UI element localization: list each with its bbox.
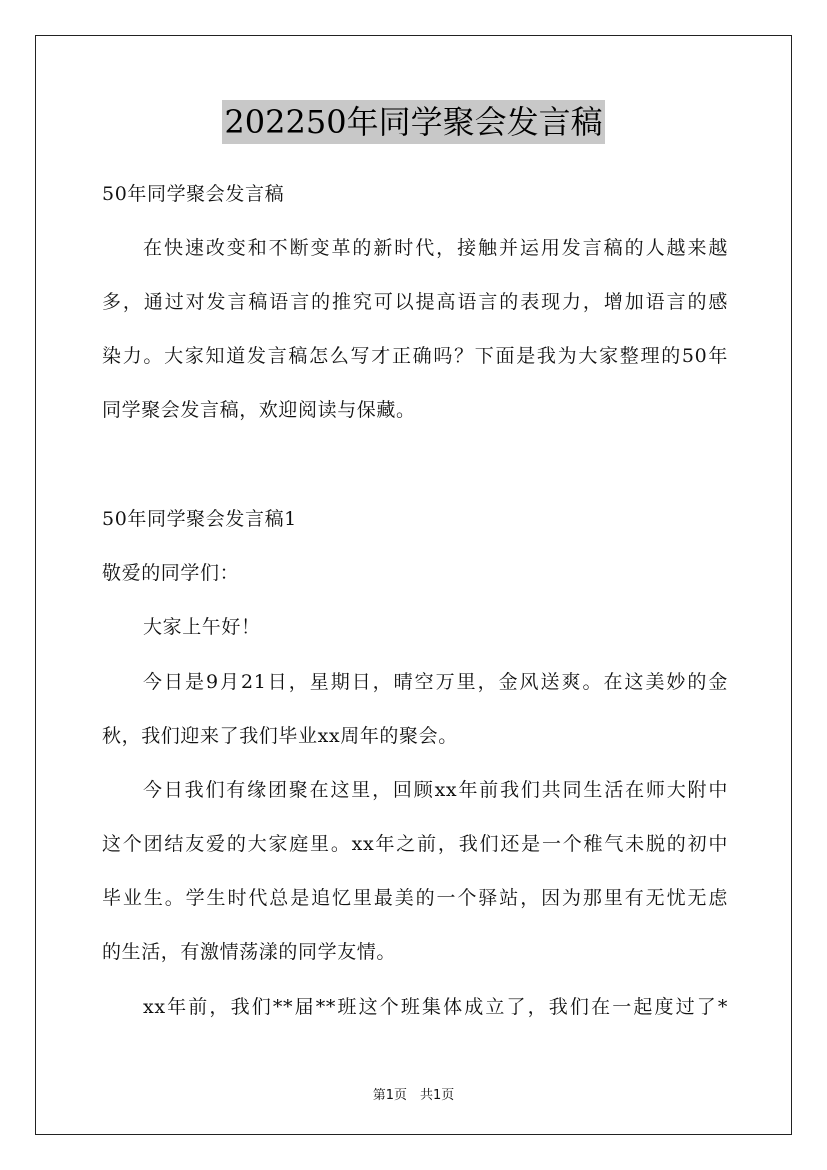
section-heading: 50年同学聚会发言稿1 [102,508,297,530]
page-footer: 第1页 共1页 [372,1088,455,1103]
paragraph-line: 的生活，有激情荡漾的同学友情。 [102,941,397,963]
paragraph-line: 秋，我们迎来了我们毕业xx周年的聚会。 [102,725,458,747]
paragraph-line: 这个团结友爱的大家庭里。xx年之前，我们还是一个稚气未脱的初中 [102,833,728,855]
subtitle-line: 50年同学聚会发言稿 [102,183,285,205]
document-title: 202250年同学聚会发言稿 [222,100,604,144]
paragraph-line: 毕业生。学生时代总是追忆里最美的一个驿站，因为那里有无忧无虑 [102,887,728,909]
title-container [0,100,827,144]
paragraph-line: xx年前，我们**届**班这个班集体成立了，我们在一起度过了* [143,996,728,1018]
salutation-line: 敬爱的同学们： [102,562,240,584]
paragraph-line: 染力。大家知道发言稿怎么写才正确吗？下面是我为大家整理的50年 [102,345,728,367]
paragraph-line: 今日是9月21日，星期日，晴空万里，金风送爽。在这美妙的金 [143,671,728,693]
paragraph-line: 同学聚会发言稿，欢迎阅读与保藏。 [102,399,416,421]
paragraph-line: 今日我们有缘团聚在这里，回顾xx年前我们共同生活在师大附中 [143,779,728,801]
paragraph-line: 在快速改变和不断变革的新时代，接触并运用发言稿的人越来越 [143,237,728,259]
paragraph-line: 多，通过对发言稿语言的推究可以提高语言的表现力，增加语言的感 [102,291,728,313]
greeting-line: 大家上午好！ [143,616,261,638]
